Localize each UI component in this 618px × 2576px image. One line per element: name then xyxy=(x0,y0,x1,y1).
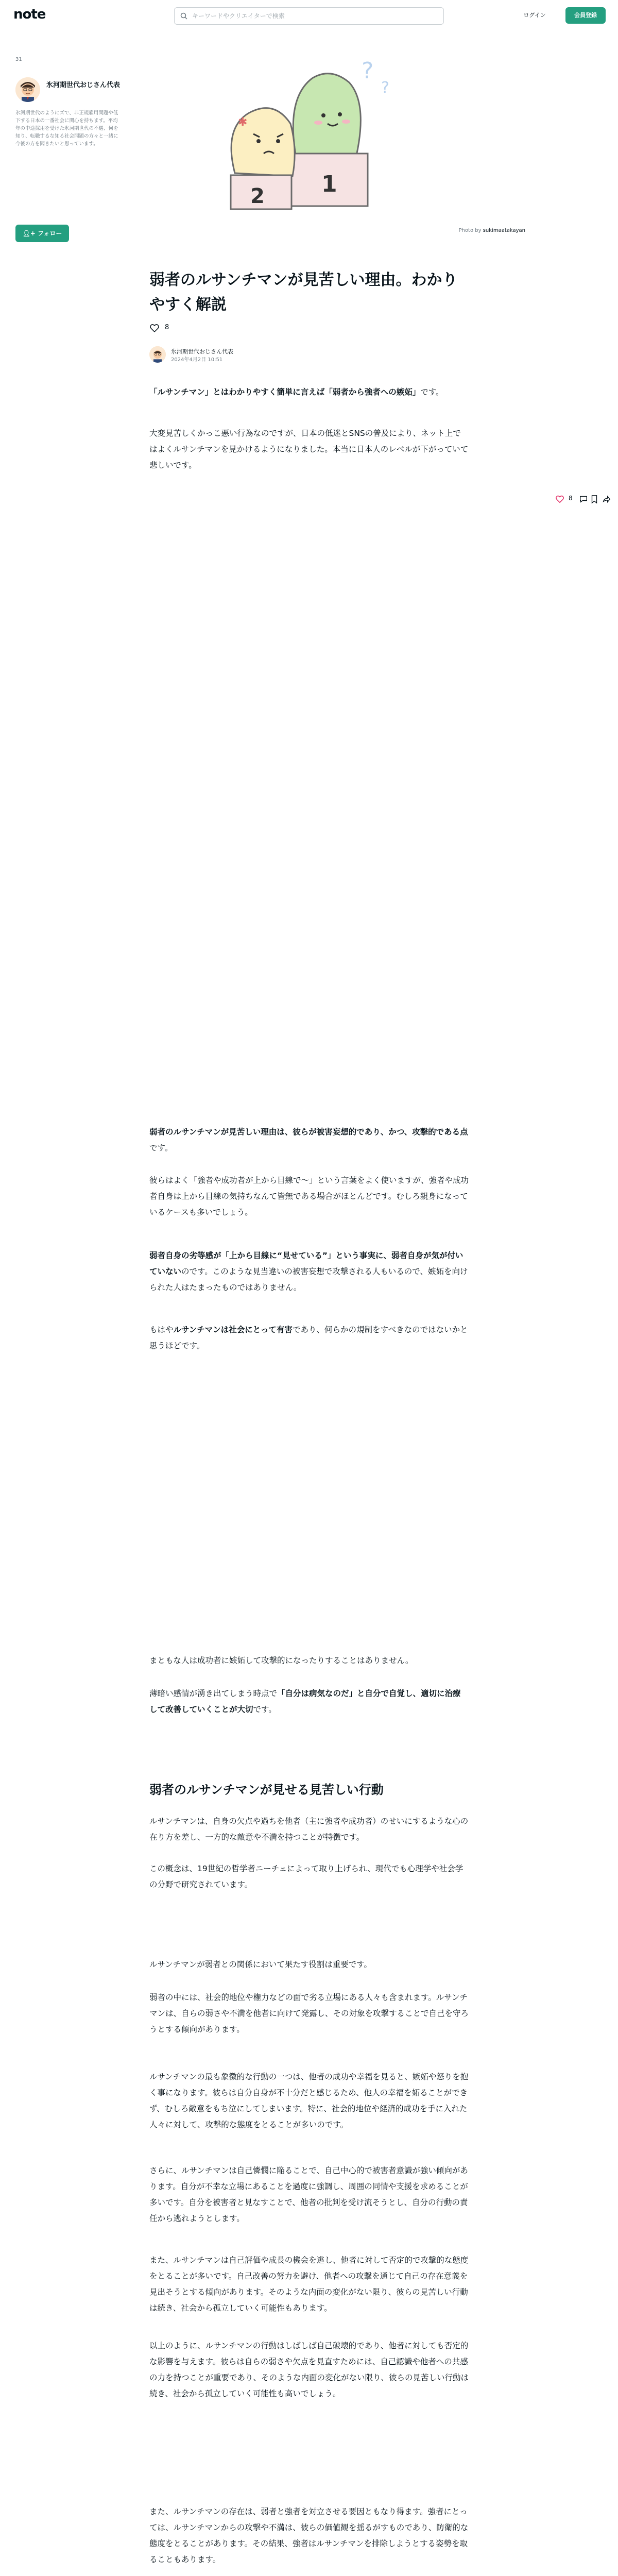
paragraph-bold: 「自分は病気なのだ」と自分で自覚し、適切に治療して改善していくことが大切 xyxy=(149,1689,461,1714)
paragraph: この概念は、19世紀の哲学者ニーチェによって取り上げられ、現代でも心理学や社会学の分野で研究されています。 xyxy=(149,1864,464,1889)
svg-text:?: ? xyxy=(362,58,374,84)
paragraph: まともな人は成功者に嫉妬して攻撃的になったりすることはありません。 xyxy=(149,1656,414,1665)
paragraph: 以上のように、ルサンチマンの行動はしばしば自己破壊的であり、他者に対しても否定的な影響を与えます。彼らは自らの弱さや欠点を見直すためには、自己認識や他者への共感の力を持つことが重要であり、そのような内面の変化がない限り、彼らの見苦しい行動は続き、社会から孤立していく可能性も高いでしょう。 xyxy=(149,2341,469,2398)
sidebar-count: 31 xyxy=(15,57,22,62)
paragraph-text: もはや xyxy=(149,1325,174,1334)
mini-avatar-illustration xyxy=(149,346,166,363)
paragraph: 彼らはよく「強者や成功者が上から目線で～」という言葉をよく使いますが、強者や成功者自身は上から目線の気持ちなんて皆無である場合がほとんどです。むしろ親身になっているケースも多いでしょう。 xyxy=(149,1176,469,1217)
paragraph: また、ルサンチマンは自己評価や成長の機会を逃し、他者に対して否定的で攻撃的な態度をとることが多いです。自己改善の努力を避け、他者への攻撃を通じて自己の存在意義を見出そうとする傾向があります。そのような内面の変化がない限り、彼らの見苦しい行動は続き、社会から孤立していく可能性もあります。 xyxy=(149,2256,469,2313)
login-button[interactable]: ログイン xyxy=(523,12,546,19)
paragraph-bold: 弱者のルサンチマンが見苦しい理由は、彼らが被害妄想的であり、かつ、攻撃的である点 xyxy=(149,1127,468,1137)
author-avatar[interactable] xyxy=(15,77,40,102)
article-title: 弱者のルサンチマンが見苦しい理由。わかりやすく解説 xyxy=(149,271,458,314)
svg-text:1: 1 xyxy=(321,171,337,197)
site-header xyxy=(0,0,618,31)
floating-like-count: 8 xyxy=(569,495,573,502)
note-logo[interactable]: note xyxy=(13,7,46,22)
article-author-avatar[interactable] xyxy=(149,346,166,363)
paragraph: 弱者の中には、社会的地位や権力などの面で劣る立場にある人々も含まれます。ルサンチマンは、自らの弱さや不満を他者に向けて発露し、その対象を攻撃することで自己を守ろうとする傾向があります。 xyxy=(149,1993,469,2034)
article-author-line[interactable] xyxy=(149,346,355,363)
podium-illustration xyxy=(176,31,442,230)
paragraph-bold: 「ルサンチマン」とはわかりやすく簡単に言えば「弱者から強者への嫉妬」 xyxy=(149,387,421,397)
section-heading: 弱者のルサンチマンが見せる見苦しい行動 xyxy=(149,1783,384,1797)
author-sidebar xyxy=(15,57,129,237)
photo-credit-name[interactable]: sukimaatakayan xyxy=(483,228,525,233)
follow-icon: 👤︎+ xyxy=(22,230,38,237)
svg-text:✱: ✱ xyxy=(238,116,248,129)
svg-text:2: 2 xyxy=(250,184,265,208)
share-icon[interactable] xyxy=(602,495,611,504)
paragraph: ルサンチマンの最も象徴的な行動の一つは、他者の成功や幸福を見ると、嫉妬や怒りを抱く事になります。彼らは自分自身が不十分だと感じるため、他人の幸福を妬ることができず、むしろ敵意をもち泣にしてしまいます。特に、社会的地位や経済的成功を手に入れた人々に対して、攻撃的な態度をとることが多いのです。 xyxy=(149,2072,469,2129)
paragraph: ルサンチマンが弱者との関係において果たす役割は重要です。 xyxy=(149,1960,372,1969)
article-author-name[interactable]: 氷河期世代おじさん代表 xyxy=(171,348,233,355)
search-bar[interactable] xyxy=(174,7,444,25)
search-input[interactable] xyxy=(192,11,434,21)
photo-credit xyxy=(330,228,525,233)
paragraph-text: であり、何らかの規制をすべきなのではないかと思うほどです。 xyxy=(149,1325,468,1350)
paragraph: ルサンチマンは、自身の欠点や過ちを他者（主に強者や成功者）のせいにするような心の在り方を差し、一方的な敵意や不満を持つことが特徴です。 xyxy=(149,1817,469,1842)
article-date: 2024年4月2日 10:51 xyxy=(171,357,223,363)
like-count: 8 xyxy=(165,324,169,331)
paragraph-text: 薄暗い感情が湧き出てしまう時点で xyxy=(149,1689,278,1698)
paragraph: 大変見苦しくかっこ悪い行為なのですが、日本の低迷とSNSの普及により、ネット上ではよくルサンチマンを見かけるようになりました。本当に日本人のレベルが下がっていて悲しいです。 xyxy=(149,429,469,470)
paragraph-bold: ルサンチマンは社会にとって有害 xyxy=(173,1325,293,1334)
avatar-illustration xyxy=(15,77,40,102)
sidebar-author-bio: 氷河期世代のようにズで、非正規雇用問題や低下する日本の一番社会に関心を持ちます。平均年の中途採用を受けた氷河期世代の不遇、何を知り、転職するな知る社会問題の方々と一緒に今後の方を聞きたいと思っています。 xyxy=(15,110,118,147)
heart-icon[interactable] xyxy=(555,495,564,504)
sidebar-author-name[interactable]: 氷河期世代おじさん代表 xyxy=(46,81,121,89)
paragraph xyxy=(149,1248,469,1296)
bookmark-icon[interactable] xyxy=(590,495,598,504)
paragraph-text: です。 xyxy=(253,1705,277,1714)
paragraph xyxy=(149,384,469,400)
paragraph-bold: 弱者自身の劣等感が「上から目線に“見せている”」という事実に、弱者自身が気が付いていない xyxy=(149,1251,464,1276)
paragraph: また、ルサンチマンの存在は、弱者と強者を対立させる要因ともなり得ます。強者にとっては、ルサンチマンからの攻撃や不満は、彼らの価値観を揺るがすものであり、防衛的な態度をとることがあります。その結果、強者はルサンチマンを排除しようとする姿勢を取ることもあります。 xyxy=(149,2507,469,2564)
paragraph-text: のです。このような見当違いの被害妄想で攻撃される人もいるので、嫉妬を向けられた人はたまったものではありません。 xyxy=(149,1267,468,1292)
comment-icon[interactable] xyxy=(579,495,588,504)
paragraph xyxy=(149,1686,469,1718)
paragraph-text: です。 xyxy=(420,387,444,397)
signup-button[interactable]: 会員登録 xyxy=(565,7,606,24)
follow-label: フォロー xyxy=(38,230,62,237)
paragraph: さらに、ルサンチマンは自己憐憫に陥ることで、自己中心的で被害者意識が強い傾向があります。自分が不幸な立場にあることを過度に強調し、周囲の同情や支援を求めることが多いです。自分を被害者と見なすことで、他者の批判を受け流そうとし、自分の行動の責任から逃れようとします。 xyxy=(149,2166,468,2223)
paragraph xyxy=(149,1124,469,1156)
search-icon xyxy=(180,12,187,20)
floating-actions xyxy=(555,494,612,506)
paragraph-text: です。 xyxy=(149,1143,173,1153)
paragraph xyxy=(149,1322,469,1354)
photo-credit-prefix: Photo by xyxy=(458,228,482,233)
hero-illustration xyxy=(176,31,442,230)
heart-icon[interactable] xyxy=(149,323,160,333)
svg-text:?: ? xyxy=(381,79,389,97)
follow-button[interactable] xyxy=(15,225,69,242)
